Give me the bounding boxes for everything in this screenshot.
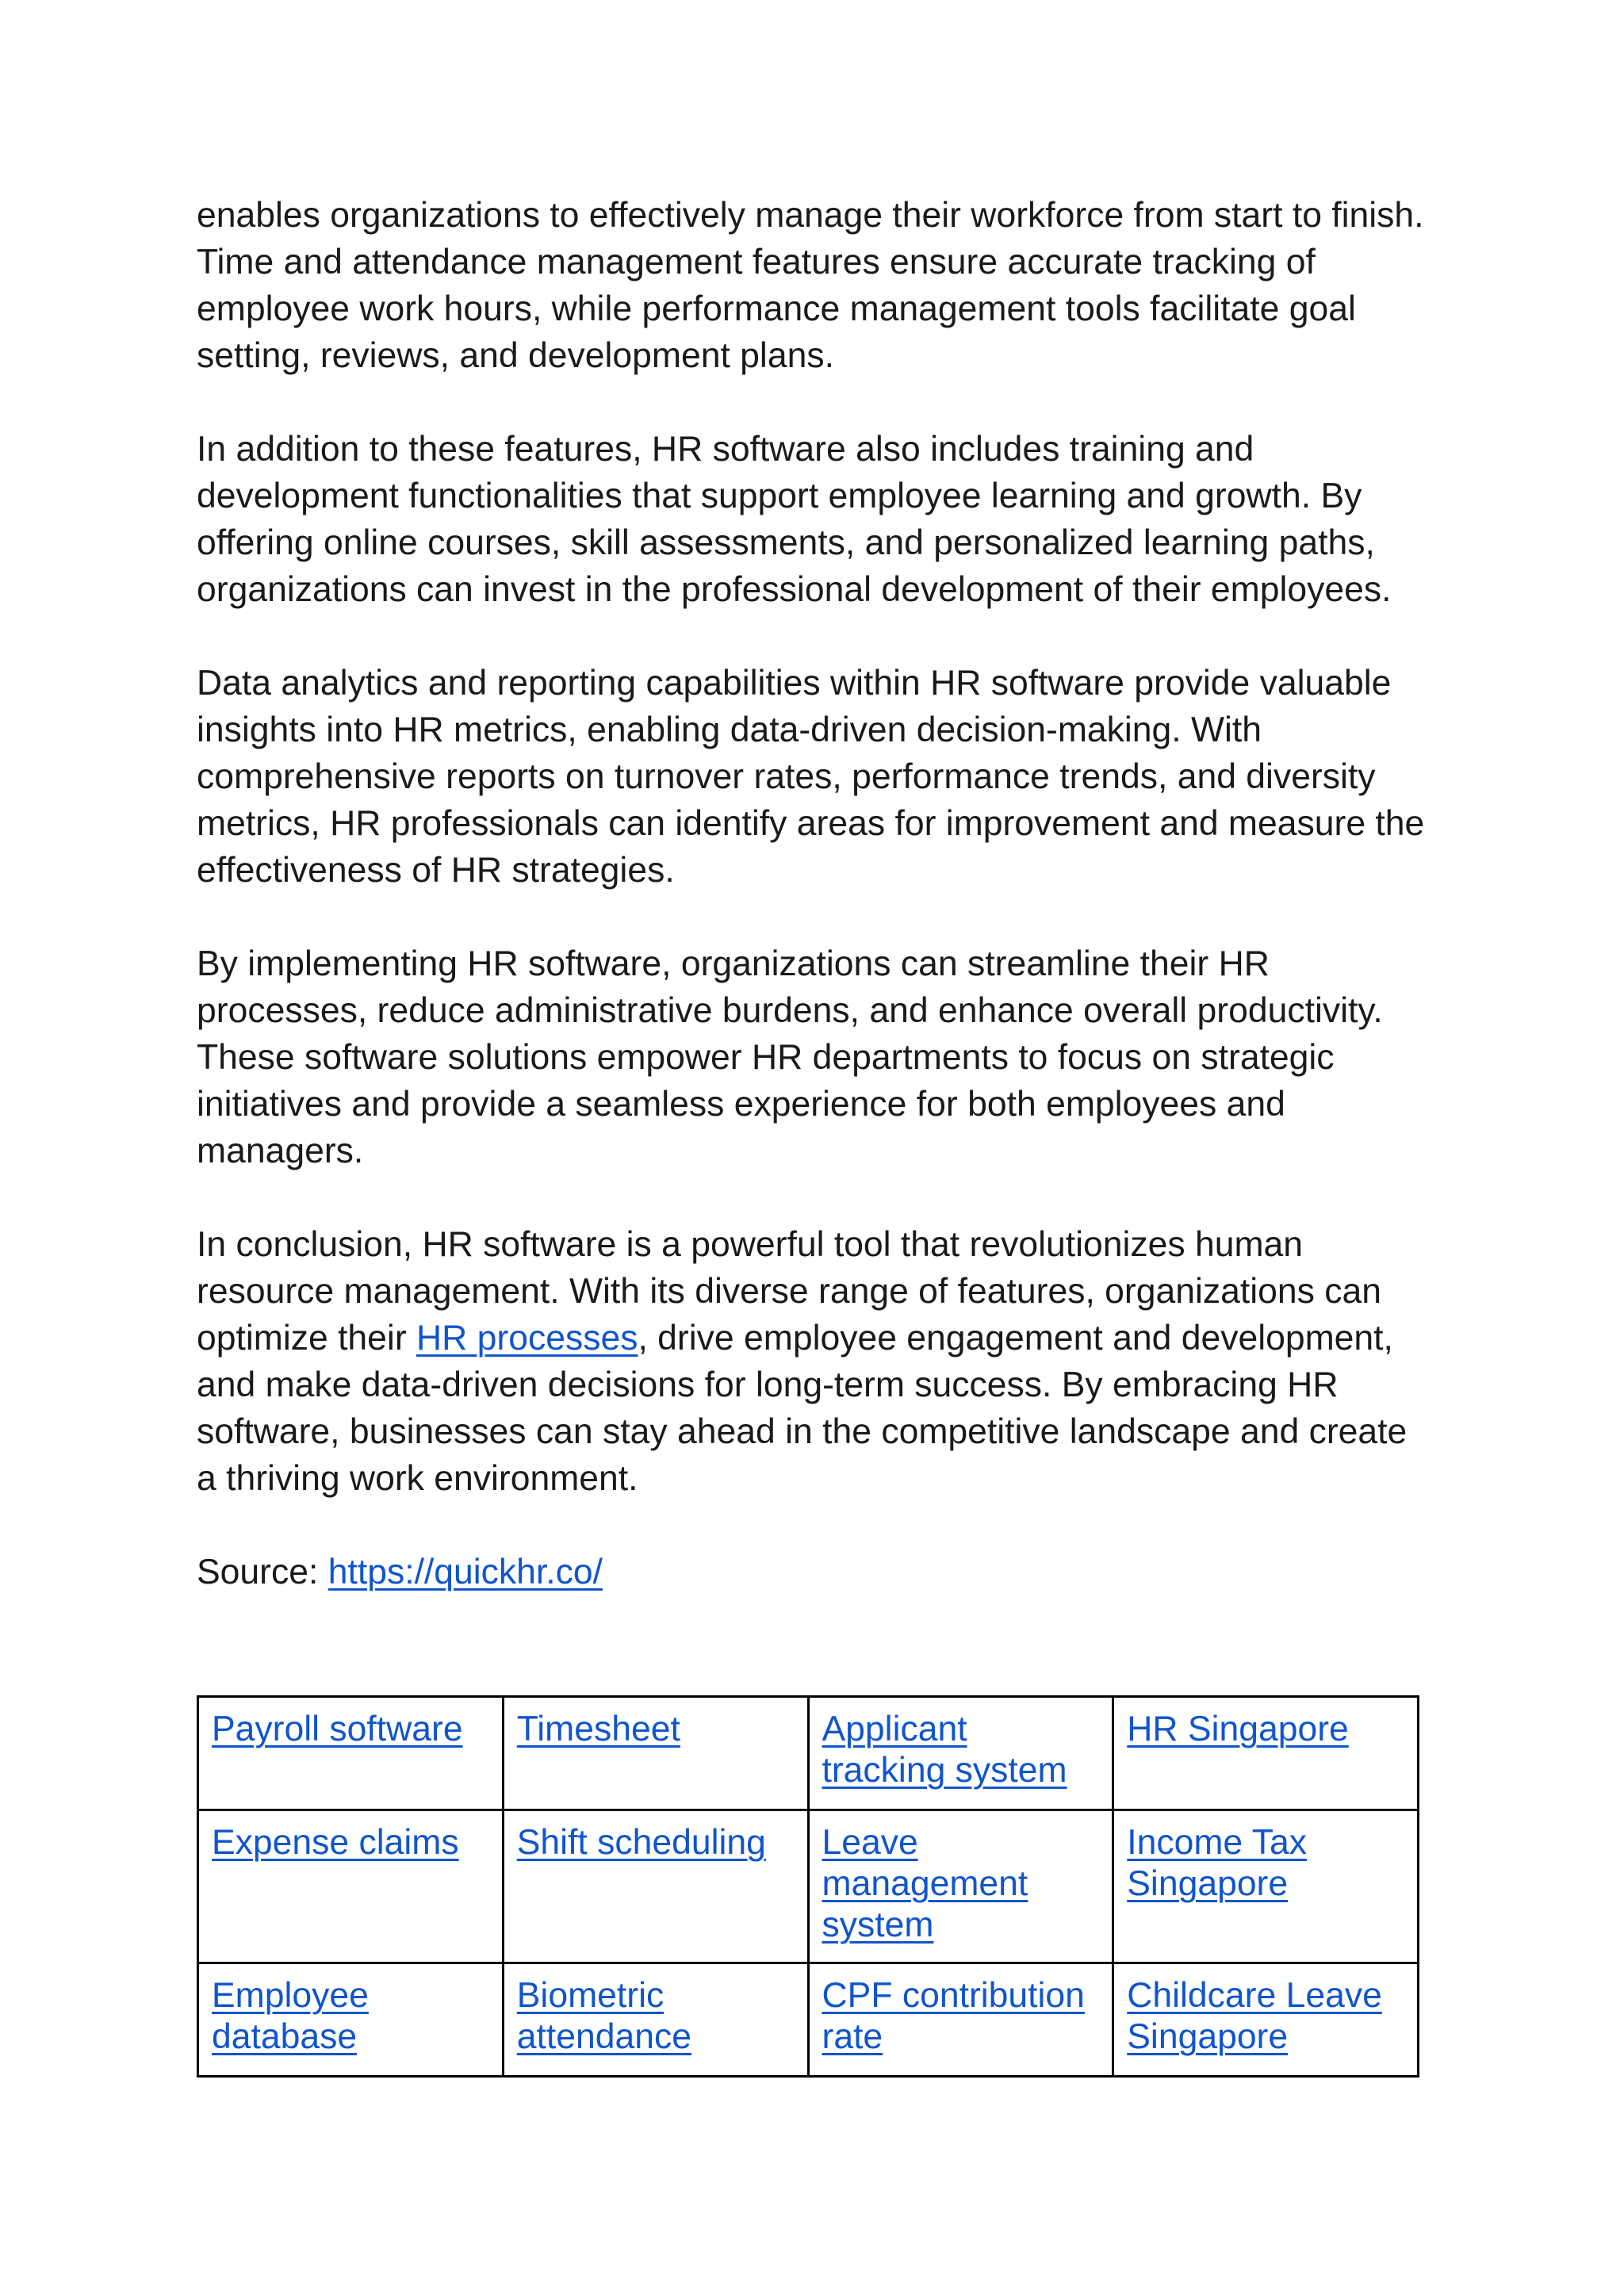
expense-claims-link[interactable]: Expense claims <box>212 1823 459 1862</box>
table-cell <box>1113 1697 1419 1810</box>
leave-management-system-link[interactable]: Leave management system <box>822 1823 1028 1944</box>
related-links-table-wrapper <box>197 1695 1419 2078</box>
hr-singapore-link[interactable]: HR Singapore <box>1127 1710 1349 1748</box>
table-cell <box>198 1810 504 1963</box>
table-cell <box>503 1810 808 1963</box>
paragraph-training: In addition to these features, HR software also includes training and development functionalities that support employee learning and growth. By offering online courses, skill assessments, and personalized learning paths, organizations can invest in the professional development of their employees. <box>197 430 1392 609</box>
table-row <box>198 1697 1419 1810</box>
employee-database-link[interactable]: Employee database <box>212 1976 369 2056</box>
biometric-attendance-link[interactable]: Biometric attendance <box>516 1976 691 2056</box>
table-cell <box>503 1697 808 1810</box>
table-cell <box>198 1963 504 2077</box>
table-cell <box>198 1697 504 1810</box>
source-line <box>197 1549 1434 1595</box>
conclusion-text-before: In conclusion, HR software is a powerful tool that revolutionizes human resource management. With its diverse range of features, organizations can optimize their <box>197 1225 1381 1358</box>
conclusion-text-after: , drive employee engagement and development, and make data-driven decisions for long-term success. By embracing HR software, businesses can stay ahead in the competitive landscape and create a thriving work environment. <box>197 1319 1408 1498</box>
childcare-leave-singapore-link[interactable]: Childcare Leave Singapore <box>1127 1976 1382 2056</box>
paragraph-implementing: By implementing HR software, organizations can streamline their HR processes, reduce administrative burdens, and enhance overall productivity. These software solutions empower HR departments to focus on strategic initiatives and provide a seamless experience for both employees and managers. <box>197 944 1383 1170</box>
paragraph-conclusion <box>197 1221 1434 1502</box>
cpf-contribution-rate-link[interactable]: CPF contribution rate <box>822 1976 1085 2056</box>
table-cell <box>1113 1810 1419 1963</box>
income-tax-singapore-link[interactable]: Income Tax Singapore <box>1127 1823 1307 1903</box>
timesheet-link[interactable]: Timesheet <box>516 1710 680 1748</box>
table-cell <box>808 1810 1113 1963</box>
table-cell <box>1113 1963 1419 2077</box>
paragraph-analytics: Data analytics and reporting capabilities within HR software provide valuable insights into HR metrics, enabling data-driven decision-making. With comprehensive reports on turnover rates, performance trends, and diversity metrics, HR professionals can identify areas for improvement and measure the effectiveness of HR strategies. <box>197 664 1425 890</box>
table-row <box>198 1810 1419 1963</box>
source-link[interactable]: https://quickhr.co/ <box>327 1553 603 1591</box>
shift-scheduling-link[interactable]: Shift scheduling <box>516 1823 766 1862</box>
hr-processes-link[interactable]: HR processes <box>416 1319 638 1358</box>
related-links-table <box>197 1695 1419 2078</box>
table-cell <box>808 1697 1113 1810</box>
document-body <box>197 192 1434 1595</box>
paragraph-workforce: enables organizations to effectively manage their workforce from start to finish. Time and attendance management features ensure accurate tracking of employee work hours, while performance management tools facilitate goal setting, reviews, and development plans. <box>197 196 1424 375</box>
source-label: Source: <box>197 1553 328 1591</box>
payroll-software-link[interactable]: Payroll software <box>212 1710 463 1748</box>
table-cell <box>808 1963 1113 2077</box>
applicant-tracking-system-link[interactable]: Applicant tracking system <box>822 1710 1067 1790</box>
table-row <box>198 1963 1419 2077</box>
table-cell <box>503 1963 808 2077</box>
